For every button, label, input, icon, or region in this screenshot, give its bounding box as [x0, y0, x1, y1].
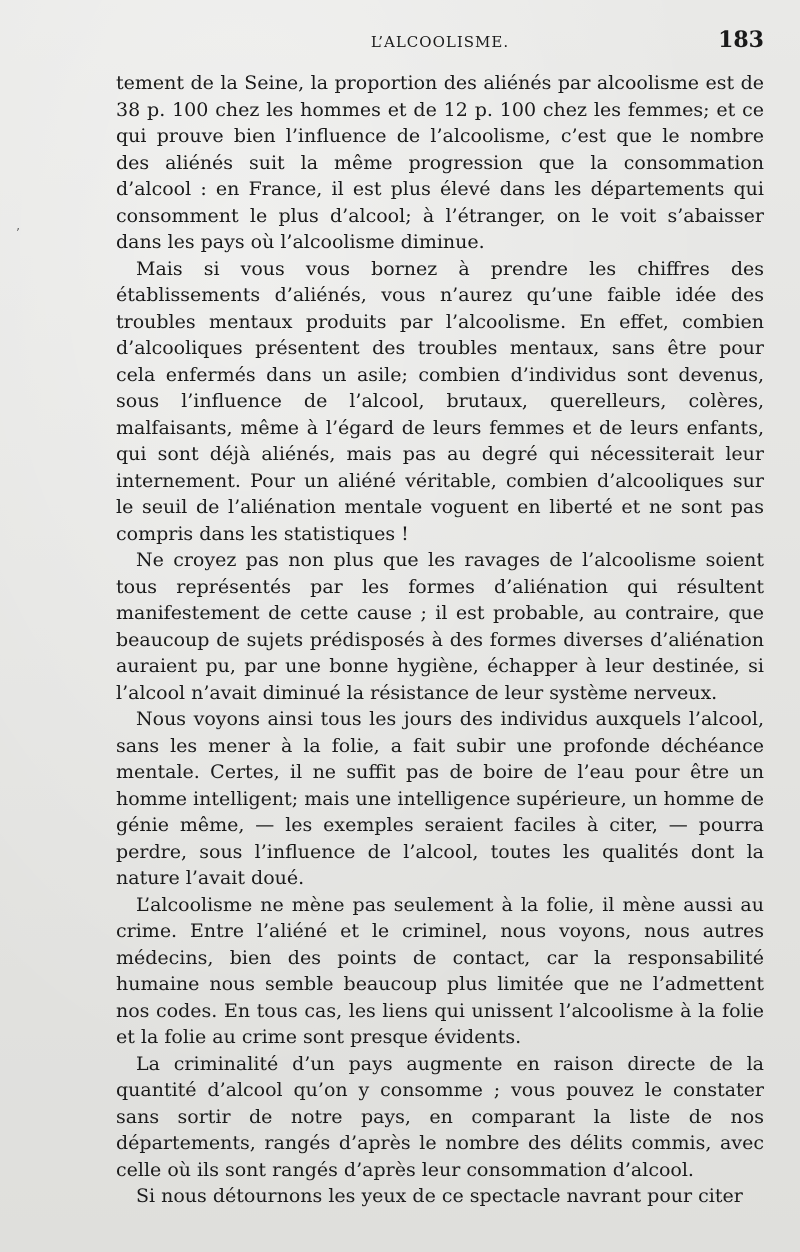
body-text — [116, 70, 764, 1210]
paragraph: Ne croyez pas non plus que les ravages de l’alcoolisme soient tous représentés par les formes d’aliénation qui résultent manifestement de cette cause ; il est probable, au contraire, que beaucoup de sujets prédisposés à des formes diverses d’aliénation auraient pu, par une bonne hygiène, échapper à leur destinée, si l’alcool n’avait diminué la résistance de leur système nerveux. — [116, 549, 764, 704]
margin-mark: ’ — [16, 226, 20, 240]
paragraph: Nous voyons ainsi tous les jours des individus auxquels l’alcool, sans les mener à la folie, a fait subir une profonde déchéance mentale. Certes, il ne suffit pas de boire de l’eau pour être un homme intelligent; mais une intelligence supérieure, un homme de génie même, — les exemples seraient faciles à citer, — pourra perdre, sous l’influence de l’alcool, toutes les qualités dont la nature l’avait doué. — [116, 708, 764, 889]
paragraph: Mais si vous vous bornez à prendre les chiffres des établissements d’aliénés, vous n’aurez qu’une faible idée des troubles mentaux produits par l’alcoolisme. En effet, combien d’alcooliques présentent des troubles mentaux, sans être pour cela enfermés dans un asile; combien d’individus sont devenus, sous l’influence de l’alcool, brutaux, querelleurs, colères, malfaisants, même à l’égard de leurs femmes et de leurs enfants, qui sont déjà aliénés, mais pas au degré qui nécessiterait leur internement. Pour un aliéné véritable, combien d’alcooliques sur le seuil de l’aliénation mentale voguent en liberté et ne sont pas compris dans les statistiques ! — [116, 257, 764, 545]
paragraph: L’alcoolisme ne mène pas seulement à la folie, il mène aussi au crime. Entre l’aliéné et le criminel, nous voyons, nous autres médecins, bien des points de contact, car la responsabilité humaine nous semble beaucoup plus limitée que ne l’admettent nos codes. En tous cas, les liens qui unissent l’alcoolisme à la folie et la folie au crime sont presque évidents. — [116, 893, 764, 1048]
paragraph: Si nous détournons les yeux de ce spectacle navrant pour citer — [136, 1185, 743, 1207]
running-head: L’ALCOOLISME. — [370, 33, 510, 51]
paragraph: La criminalité d’un pays augmente en raison directe de la quantité d’alcool qu’on y consomme ; vous pouvez le constater sans sortir de notre pays, en comparant la liste de nos départements, rangés d’après le nombre des délits commis, avec celle où ils sont rangés d’après leur consommation d’alcool. — [116, 1052, 764, 1181]
page-header — [116, 27, 764, 61]
paragraph-continued: tement de la Seine, la proportion des aliénés par alcoolisme est de 38 p. 100 chez les hommes et de 12 p. 100 chez les femmes; et ce qui prouve bien l’influence de l’alcoolisme, c’est que le nombre des aliénés suit la même progression que la consommation d’alcool : en France, il est plus élevé dans les départements qui consomment le plus d’alcool; à l’étranger, on le voit s’abaisser dans les pays où l’alcoolisme diminue. — [116, 72, 764, 253]
page-number: 183 — [718, 27, 764, 53]
